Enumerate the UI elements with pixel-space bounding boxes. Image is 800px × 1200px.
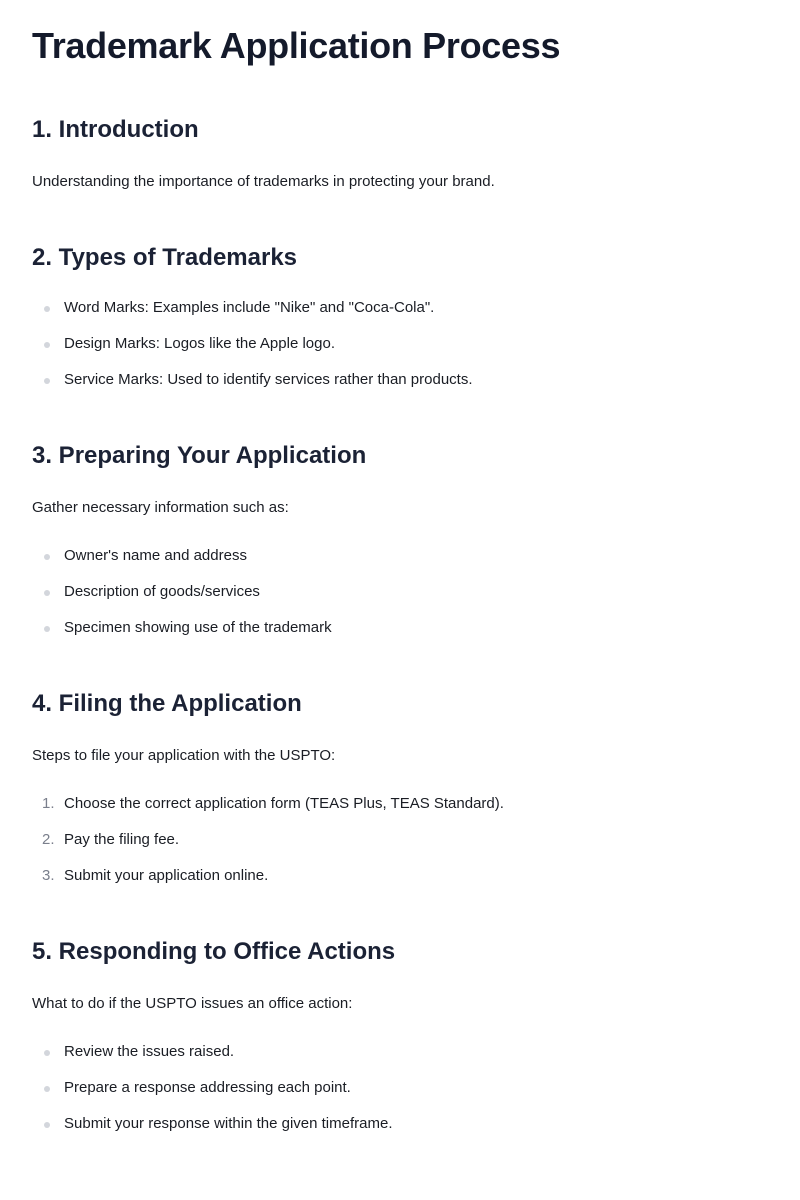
section-heading: 2. Types of Trademarks	[32, 244, 298, 271]
list-item-text: Prepare a response addressing each point.	[64, 1079, 351, 1096]
section-text: Understanding the importance of trademarks in protecting your brand.	[32, 173, 495, 190]
list-item	[32, 618, 768, 638]
list-number: 2.	[42, 831, 55, 848]
bullet-icon	[44, 1086, 50, 1092]
list-item-text: Service Marks: Used to identify services rather than products.	[64, 371, 473, 388]
section-office-actions	[32, 938, 768, 1134]
bullet-list	[32, 298, 768, 390]
section-text: Steps to file your application with the USPTO:	[32, 747, 336, 764]
list-item	[32, 1042, 768, 1062]
list-item	[32, 794, 768, 814]
section-preparing-application	[32, 442, 768, 638]
bullet-icon	[44, 626, 50, 632]
bullet-icon	[44, 342, 50, 348]
list-item-text: Specimen showing use of the trademark	[64, 619, 332, 636]
section-heading: 5. Responding to Office Actions	[32, 938, 396, 965]
bullet-icon	[44, 554, 50, 560]
list-item-text: Choose the correct application form (TEAS Plus, TEAS Standard).	[64, 795, 504, 812]
section-filing-application	[32, 690, 768, 886]
section-types-of-trademarks	[32, 244, 768, 390]
bullet-icon	[44, 306, 50, 312]
bullet-list	[32, 1042, 768, 1134]
list-item	[32, 1114, 768, 1134]
list-item	[32, 830, 768, 850]
numbered-list	[32, 794, 768, 886]
list-item	[32, 582, 768, 602]
list-item-text: Submit your response within the given timeframe.	[64, 1115, 393, 1132]
section-heading: 3. Preparing Your Application	[32, 442, 367, 469]
list-item-text: Word Marks: Examples include "Nike" and "Coca-Cola".	[64, 299, 435, 316]
bullet-icon	[44, 1050, 50, 1056]
page-title: Trademark Application Process	[32, 25, 561, 66]
bullet-icon	[44, 590, 50, 596]
list-item-text: Submit your application online.	[64, 867, 269, 884]
list-item	[32, 546, 768, 566]
section-text: What to do if the USPTO issues an office action:	[32, 995, 353, 1012]
list-number: 3.	[42, 867, 55, 884]
bullet-icon	[44, 1122, 50, 1128]
list-item-text: Review the issues raised.	[64, 1043, 235, 1060]
bullet-icon	[44, 378, 50, 384]
list-item-text: Description of goods/services	[64, 583, 260, 600]
section-heading: 1. Introduction	[32, 116, 199, 143]
list-item	[32, 334, 768, 354]
list-item	[32, 298, 768, 318]
list-item-text: Pay the filing fee.	[64, 831, 180, 848]
list-item-text: Owner's name and address	[64, 547, 247, 564]
bullet-list	[32, 546, 768, 638]
list-item-text: Design Marks: Logos like the Apple logo.	[64, 335, 335, 352]
list-number: 1.	[42, 795, 55, 812]
section-introduction	[32, 116, 768, 192]
section-text: Gather necessary information such as:	[32, 499, 289, 516]
list-item	[32, 370, 768, 390]
list-item	[32, 1078, 768, 1098]
list-item	[32, 866, 768, 886]
section-heading: 4. Filing the Application	[32, 690, 302, 717]
